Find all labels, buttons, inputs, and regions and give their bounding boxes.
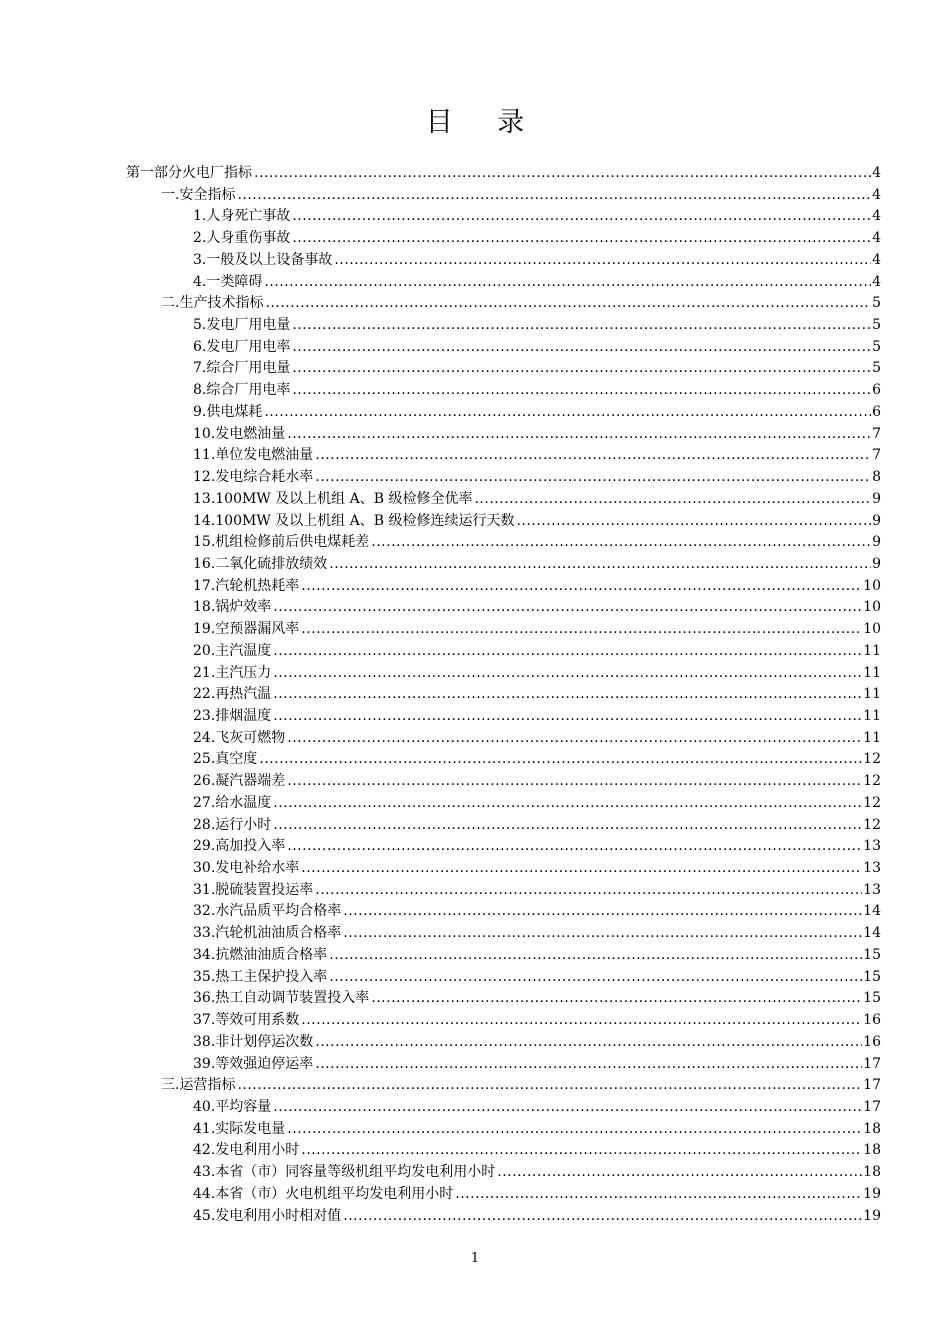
toc-entry-label: 再热汽温	[215, 686, 272, 703]
dot-leader	[273, 641, 862, 662]
toc-entry-page: 17	[863, 1077, 881, 1094]
toc-entry-number: 5.	[193, 317, 207, 334]
toc-entry-number: 18.	[193, 599, 216, 616]
toc-entry[interactable]	[193, 967, 881, 988]
toc-entry[interactable]	[193, 858, 881, 879]
toc-entry-label: 供电煤耗	[206, 403, 263, 420]
toc-entry-page: 11	[863, 664, 881, 681]
toc-entry[interactable]	[193, 684, 881, 705]
toc-entry[interactable]	[193, 1162, 881, 1183]
toc-entry-label: 实际发电量	[215, 1120, 286, 1137]
dot-leader	[371, 988, 862, 1009]
toc-entry-page: 5	[872, 338, 881, 355]
toc-entry-number: 15.	[193, 534, 216, 551]
toc-entry-page: 14	[863, 925, 881, 942]
toc-entry-number: 27.	[193, 794, 216, 811]
toc-entry-page: 4	[872, 208, 881, 225]
toc-title: 目 录	[425, 107, 543, 138]
toc-entry-page: 18	[863, 1142, 881, 1159]
toc-entry-page: 12	[863, 751, 881, 768]
dot-leader	[301, 1140, 862, 1161]
toc-entry-page: 17	[863, 1055, 881, 1072]
dot-leader	[273, 684, 862, 705]
toc-entry-number: 6.	[193, 338, 207, 355]
dot-leader	[474, 489, 871, 510]
toc-entry-page: 19	[863, 1185, 881, 1202]
toc-entry-label: 100MW 及以上机组 A、B 级检修全优率	[215, 490, 473, 507]
toc-entry-label: 飞灰可燃物	[215, 729, 286, 746]
toc-entry-label: 等效可用系数	[215, 1012, 300, 1029]
toc-entry[interactable]	[193, 1054, 881, 1075]
toc-entry-number: 45.	[193, 1207, 216, 1224]
dot-leader	[237, 185, 871, 206]
toc-entry[interactable]	[193, 619, 881, 640]
toc-entry-page: 14	[863, 903, 881, 920]
dot-leader	[516, 511, 871, 532]
toc-entry[interactable]	[193, 1010, 881, 1031]
dot-leader	[264, 272, 871, 293]
toc-entry-label: 单位发电燃油量	[215, 447, 314, 464]
toc-entry-number: 44.	[193, 1185, 216, 1202]
dot-leader	[273, 815, 862, 836]
toc-entry[interactable]	[193, 250, 881, 271]
dot-leader	[315, 445, 871, 466]
toc-entry-label: 锅炉效率	[215, 599, 272, 616]
toc-entry[interactable]	[193, 749, 881, 770]
dot-leader	[329, 967, 862, 988]
toc-entry-page: 7	[872, 447, 881, 464]
toc-entry-label: 运行小时	[215, 816, 272, 833]
toc-entry-page: 5	[872, 317, 881, 334]
toc-entry-number: 17.	[193, 577, 216, 594]
toc-entry-number: 7.	[193, 360, 207, 377]
toc-entry-page: 4	[872, 273, 881, 290]
dot-leader	[301, 858, 862, 879]
toc-entry[interactable]	[193, 576, 881, 597]
toc-entry-number: 21.	[193, 664, 216, 681]
toc-entry-label: 发电厂用电量	[206, 317, 291, 334]
toc-entry[interactable]	[193, 597, 881, 618]
dot-leader	[343, 923, 862, 944]
toc-entry[interactable]	[193, 511, 881, 532]
toc-entry-number: 41.	[193, 1120, 216, 1137]
toc-entry[interactable]	[193, 945, 881, 966]
toc-entry-label: 水汽品质平均合格率	[215, 903, 342, 920]
dot-leader	[259, 749, 862, 770]
toc-entry-number: 24.	[193, 729, 216, 746]
toc-entry-number: 39.	[193, 1055, 216, 1072]
toc-entry-page: 10	[863, 621, 881, 638]
toc-entry[interactable]	[193, 1119, 881, 1140]
toc-entry-label: 综合厂用电率	[206, 382, 291, 399]
dot-leader	[254, 163, 871, 184]
toc-entry-number: 10.	[193, 425, 216, 442]
toc-entry-number: 33.	[193, 925, 216, 942]
dot-leader	[265, 293, 871, 314]
dot-leader	[264, 402, 871, 423]
toc-entry[interactable]	[126, 163, 881, 184]
dot-leader	[292, 380, 871, 401]
toc-entry-page: 18	[863, 1120, 881, 1137]
toc-entry-number: 42.	[193, 1142, 216, 1159]
toc-entry-number: 31.	[193, 881, 216, 898]
toc-entry-label: 一般及以上设备事故	[206, 251, 333, 268]
page-number: 1	[470, 1251, 480, 1266]
toc-entry-label: 排烟温度	[215, 708, 272, 724]
toc-entry-label: 发电厂用电率	[206, 338, 291, 355]
toc-entry-number: 4.	[193, 273, 207, 290]
dot-leader	[455, 1184, 862, 1205]
toc-entry-number: 30.	[193, 860, 216, 877]
toc-entry-page: 4	[872, 251, 881, 268]
toc-entry[interactable]	[193, 206, 881, 227]
toc-entry-page: 7	[872, 425, 881, 442]
toc-entry-number: 35.	[193, 968, 216, 985]
dot-leader	[287, 836, 862, 857]
toc-entry-label: 热工自动调节装置投入率	[215, 990, 370, 1007]
dot-leader	[315, 467, 871, 488]
toc-entry-number: 22.	[193, 686, 216, 703]
toc-entry-number: 36.	[193, 990, 216, 1007]
toc-entry-number: 二.	[161, 295, 180, 312]
toc-entry-label: 凝汽器端差	[215, 773, 286, 790]
toc-entry-page: 18	[863, 1164, 881, 1181]
toc-entry-label: 发电燃油量	[215, 425, 286, 442]
toc-entry-page: 9	[872, 555, 881, 572]
toc-entry[interactable]	[193, 1140, 881, 1161]
toc-entry[interactable]	[193, 880, 881, 901]
toc-entry-label: 安全指标	[179, 186, 236, 203]
toc-entry-label: 主汽温度	[215, 642, 272, 659]
toc-entry-number: 11.	[193, 447, 216, 464]
toc-entry[interactable]	[193, 988, 881, 1009]
toc-entry[interactable]	[193, 641, 881, 662]
toc-entry-number: 第一部分	[126, 165, 182, 181]
toc-entry[interactable]	[193, 228, 881, 249]
dot-leader	[292, 337, 871, 358]
toc-entry-page: 15	[863, 990, 881, 1007]
toc-entry[interactable]	[193, 315, 881, 336]
toc-entry-label: 发电综合耗水率	[215, 469, 314, 486]
toc-entry-page: 4	[872, 186, 881, 203]
dot-leader	[292, 358, 871, 379]
toc-entry-label: 脱硫装置投运率	[215, 881, 314, 898]
toc-entry-label: 机组检修前后供电煤耗差	[215, 534, 370, 551]
toc-entry-label: 运营指标	[179, 1077, 236, 1094]
toc-entry-label: 主汽压力	[215, 664, 272, 681]
toc-entry-page: 5	[872, 360, 881, 377]
dot-leader	[329, 554, 871, 575]
toc-entry-number: 一.	[161, 186, 180, 203]
toc-entry-page: 15	[863, 946, 881, 963]
toc-entry-page: 10	[863, 577, 881, 594]
dot-leader	[292, 206, 871, 227]
toc-entry-page: 9	[872, 534, 881, 551]
toc-entry-number: 9.	[193, 403, 207, 420]
toc-entry-label: 平均容量	[215, 1098, 272, 1115]
toc-entry-label: 真空度	[215, 751, 258, 768]
toc-entry-label: 本省（市）火电机组平均发电利用小时	[215, 1185, 454, 1202]
toc-entry-label: 人身重伤事故	[206, 230, 291, 247]
toc-entry-page: 6	[872, 403, 881, 420]
toc-entry[interactable]	[193, 424, 881, 445]
dot-leader	[315, 1054, 862, 1075]
toc-entry[interactable]	[193, 728, 881, 749]
dot-leader	[273, 793, 862, 814]
toc-entry-page: 10	[863, 599, 881, 616]
toc-entry[interactable]	[161, 185, 881, 206]
toc-entry-page: 4	[872, 230, 881, 247]
dot-leader	[287, 771, 862, 792]
toc-entry[interactable]	[193, 663, 881, 684]
toc-entry-label: 发电补给水率	[215, 860, 300, 877]
dot-leader	[334, 250, 871, 271]
dot-leader	[301, 576, 862, 597]
toc-entry[interactable]	[193, 380, 881, 401]
toc-entry[interactable]	[193, 358, 881, 379]
dot-leader	[273, 597, 862, 618]
toc-entry[interactable]	[161, 1075, 881, 1096]
toc-entry-number: 19.	[193, 621, 216, 638]
toc-entry-number: 8.	[193, 382, 207, 399]
dot-leader	[292, 228, 871, 249]
toc-entry-number: 34.	[193, 946, 216, 963]
dot-leader	[292, 315, 871, 336]
toc-entry[interactable]	[161, 293, 881, 314]
toc-entry[interactable]	[193, 901, 881, 922]
toc-entry-number: 32.	[193, 903, 216, 920]
toc-entry-page: 9	[872, 512, 881, 529]
toc-entry-page: 6	[872, 382, 881, 399]
toc-entry-label: 高加投入率	[215, 838, 286, 855]
toc-entry-number: 43.	[193, 1164, 216, 1181]
toc-entry-label: 发电利用小时相对值	[215, 1207, 342, 1224]
dot-leader	[371, 532, 871, 553]
toc-entry[interactable]	[193, 1184, 881, 1205]
toc-entry-page: 12	[863, 816, 881, 833]
toc-entry-page: 11	[863, 708, 881, 724]
toc-entry[interactable]	[193, 1032, 881, 1053]
toc-entry-page: 11	[863, 642, 881, 659]
toc-entry-number: 13.	[193, 490, 216, 507]
toc-entry-page: 12	[863, 773, 881, 790]
toc-entry-number: 37.	[193, 1012, 216, 1029]
toc-entry-page: 19	[863, 1207, 881, 1224]
toc-entry-page: 4	[872, 165, 881, 181]
toc-entry-number: 1.	[193, 208, 207, 225]
toc-entry-page: 12	[863, 794, 881, 811]
toc-entry-page: 15	[863, 968, 881, 985]
dot-leader	[273, 663, 862, 684]
toc-entry-number: 三.	[161, 1077, 180, 1094]
toc-entry[interactable]	[193, 532, 881, 553]
toc-entry-page: 8	[872, 469, 881, 486]
toc-entry-number: 26.	[193, 773, 216, 790]
dot-leader	[273, 706, 862, 727]
dot-leader	[287, 424, 871, 445]
toc-entry-label: 人身死亡事故	[206, 208, 291, 225]
toc-entry-label: 综合厂用电量	[206, 360, 291, 377]
toc-entry-label: 空预器漏风率	[215, 621, 300, 638]
toc-entry-number: 29.	[193, 838, 216, 855]
toc-entry-label: 抗燃油油质合格率	[215, 946, 328, 963]
toc-entry-page: 13	[863, 881, 881, 898]
toc-entry[interactable]	[193, 402, 881, 423]
toc-entry-number: 25.	[193, 751, 216, 768]
toc-entry-number: 12.	[193, 469, 216, 486]
toc-entry-page: 11	[863, 729, 881, 746]
toc-entry-page: 17	[863, 1098, 881, 1115]
toc-entry-number: 14.	[193, 512, 216, 529]
toc-entry-label: 发电利用小时	[215, 1142, 300, 1159]
dot-leader	[287, 1119, 862, 1140]
toc-entry-number: 3.	[193, 251, 207, 268]
toc-entry-number: 2.	[193, 230, 207, 247]
toc-entry-label: 给水温度	[215, 794, 272, 811]
toc-entry-label: 生产技术指标	[179, 295, 264, 312]
toc-entry-label: 火电厂指标	[182, 165, 252, 181]
toc-entry[interactable]	[193, 836, 881, 857]
toc-entry-label: 汽轮机油油质合格率	[215, 925, 342, 942]
toc-entry-label: 汽轮机热耗率	[215, 577, 300, 594]
toc-entry[interactable]	[193, 337, 881, 358]
dot-leader	[273, 1097, 862, 1118]
toc-entry[interactable]	[193, 793, 881, 814]
dot-leader	[315, 880, 862, 901]
toc-entry-number: 20.	[193, 642, 216, 659]
toc-entry-label: 非计划停运次数	[215, 1033, 314, 1050]
toc-entry-label: 热工主保护投入率	[215, 968, 328, 985]
toc-entry[interactable]	[193, 923, 881, 944]
toc-entry-page: 13	[863, 860, 881, 877]
toc-entry[interactable]	[193, 815, 881, 836]
dot-leader	[343, 901, 862, 922]
toc-entry-number: 23.	[193, 708, 216, 724]
dot-leader	[329, 945, 862, 966]
dot-leader	[497, 1162, 862, 1183]
dot-leader	[301, 619, 862, 640]
toc-entry-page: 9	[872, 490, 881, 507]
toc-entry-page: 11	[863, 686, 881, 703]
dot-leader	[301, 1010, 862, 1031]
toc-entry-page: 5	[872, 295, 881, 312]
toc-entry[interactable]	[193, 445, 881, 466]
toc-entry-page: 16	[863, 1033, 881, 1050]
toc-entry-page: 16	[863, 1012, 881, 1029]
toc-entry-number: 16.	[193, 555, 216, 572]
toc-entry-label: 本省（市）同容量等级机组平均发电利用小时	[215, 1164, 496, 1181]
toc-entry-number: 28.	[193, 816, 216, 833]
toc-entry-label: 等效强迫停运率	[215, 1055, 314, 1072]
toc-entry[interactable]	[193, 554, 881, 575]
toc-entry[interactable]	[193, 272, 881, 293]
dot-leader	[287, 728, 862, 749]
dot-leader	[237, 1075, 862, 1096]
toc-entry-number: 38.	[193, 1033, 216, 1050]
toc-entry-label: 100MW 及以上机组 A、B 级检修连续运行天数	[215, 512, 515, 529]
toc-entry[interactable]	[193, 1097, 881, 1118]
toc-entry[interactable]	[193, 489, 881, 510]
toc-entry[interactable]	[193, 706, 881, 727]
toc-entry-page: 13	[863, 838, 881, 855]
dot-leader	[315, 1032, 862, 1053]
toc-entry-label: 一类障碍	[206, 273, 263, 290]
toc-entry[interactable]	[193, 771, 881, 792]
dot-leader	[343, 1206, 862, 1227]
toc-entry[interactable]	[193, 1206, 881, 1227]
toc-entry[interactable]	[193, 467, 881, 488]
toc-entry-number: 40.	[193, 1098, 216, 1115]
toc-entry-label: 二氧化硫排放绩效	[215, 555, 328, 572]
